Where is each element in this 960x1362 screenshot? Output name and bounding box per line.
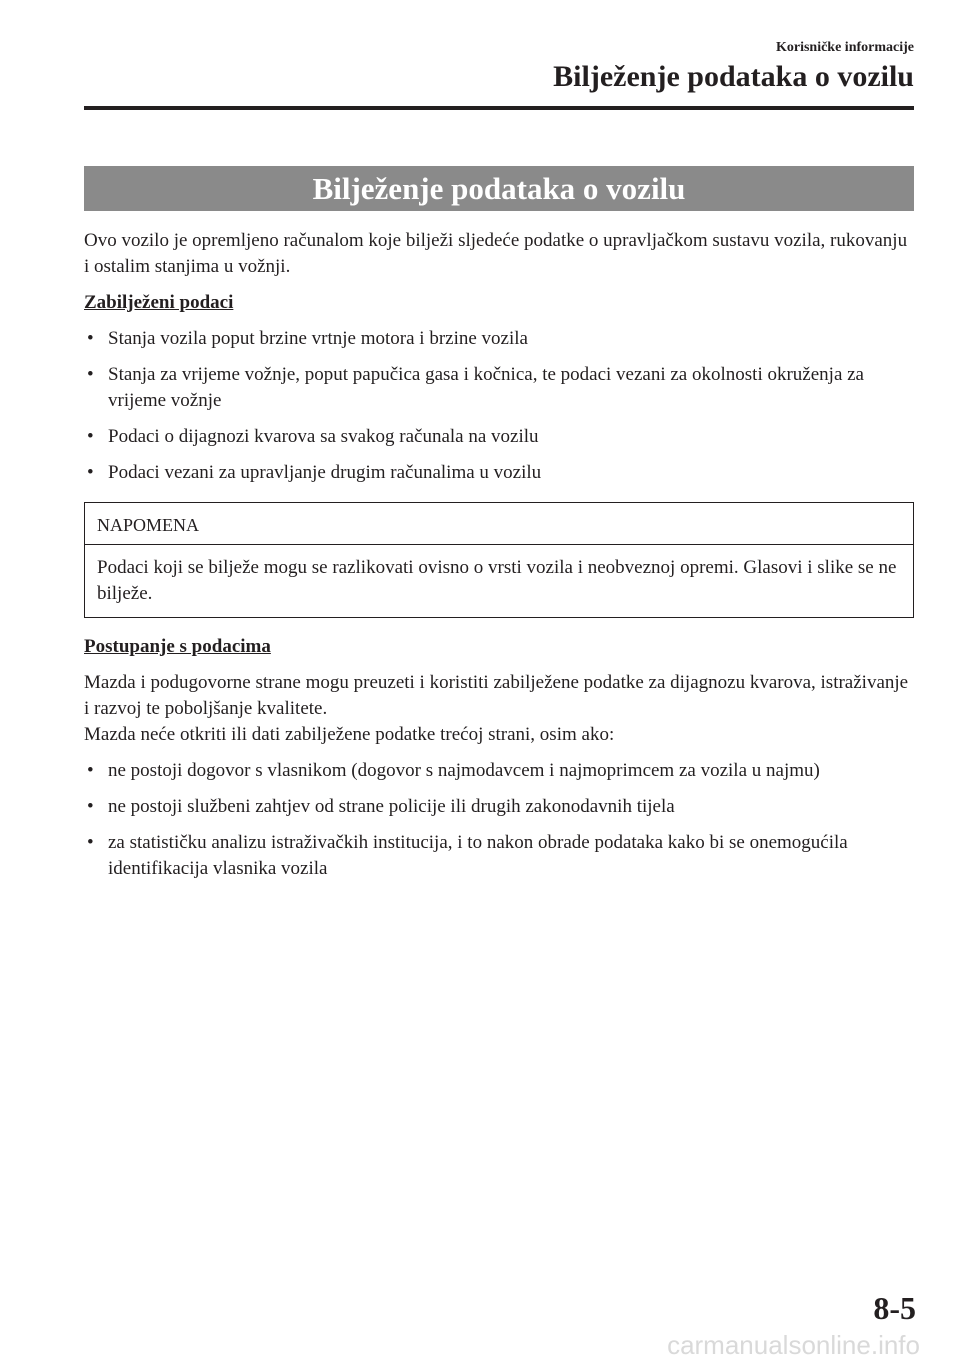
list-item-text: Podaci vezani za upravljanje drugim računalima u vozilu: [108, 462, 542, 483]
list-item: [84, 424, 914, 450]
note-title: NAPOMENA: [85, 503, 913, 545]
note-text: Podaci koji se bilježe mogu se razlikovati ovisno o vrsti vozila i neobveznoj opremi. Glasovi i slike se ne bilježe.: [97, 557, 897, 604]
list-item: [84, 460, 914, 486]
recorded-data-heading: Zabilježeni podaci: [84, 292, 234, 313]
bullet-icon: •: [87, 462, 94, 483]
bullet-icon: •: [87, 832, 94, 853]
list-item-text: ne postoji službeni zahtjev od strane policije ili drugih zakonodavnih tijela: [108, 796, 675, 817]
list-item: [84, 758, 914, 784]
handling-paragraph-2: Mazda neće otkriti ili dati zabilježene podatke trećoj strani, osim ako:: [84, 724, 615, 745]
watermark: carmanualsonline.info: [667, 1330, 920, 1360]
list-item-text: Stanja za vrijeme vožnje, poput papučica gasa i kočnica, te podaci vezani za okolnosti okruženja za vrijeme vožnje: [108, 364, 864, 411]
header-section-label: Korisničke informacije: [775, 40, 914, 55]
bullet-icon: •: [87, 364, 94, 385]
page-number: 8-5: [873, 1290, 916, 1326]
note-box: [84, 502, 914, 618]
bullet-icon: •: [87, 426, 94, 447]
list-item: [84, 794, 914, 820]
handling-paragraph-1: Mazda i podugovorne strane mogu preuzeti i koristiti zabilježene podatke za dijagnozu kvarova, istraživanje i razvoj te poboljšanje kvalitete.: [84, 672, 909, 719]
bullet-icon: •: [87, 328, 94, 349]
header-title: Bilježenje podataka o vozilu: [553, 60, 914, 93]
bullet-icon: •: [87, 760, 94, 781]
handling-list: [84, 758, 914, 882]
intro-paragraph: Ovo vozilo je opremljeno računalom koje bilježi sljedeće podatke o upravljačkom sustavu vozila, rukovanju i ostalim stanjima u vožnji.: [84, 230, 908, 277]
data-handling-heading: Postupanje s podacima: [84, 636, 271, 657]
bullet-icon: •: [87, 796, 94, 817]
list-item-text: Stanja vozila poput brzine vrtnje motora i brzine vozila: [108, 328, 528, 349]
list-item-text: Podaci o dijagnozi kvarova sa svakog računala na vozilu: [108, 426, 539, 447]
section-banner: Bilježenje podataka o vozilu: [84, 166, 914, 211]
list-item: [84, 362, 914, 414]
main-content: [84, 228, 914, 892]
recorded-data-list: [84, 326, 914, 486]
list-item: [84, 326, 914, 352]
list-item-text: za statističku analizu istraživačkih institucija, i to nakon obrade podataka kako bi se onemogućila identifikacija vlasnika vozila: [108, 832, 848, 879]
list-item: [84, 830, 914, 882]
header-divider: [84, 106, 914, 110]
list-item-text: ne postoji dogovor s vlasnikom (dogovor s najmodavcem i najmoprimcem za vozila u najmu): [108, 760, 820, 781]
